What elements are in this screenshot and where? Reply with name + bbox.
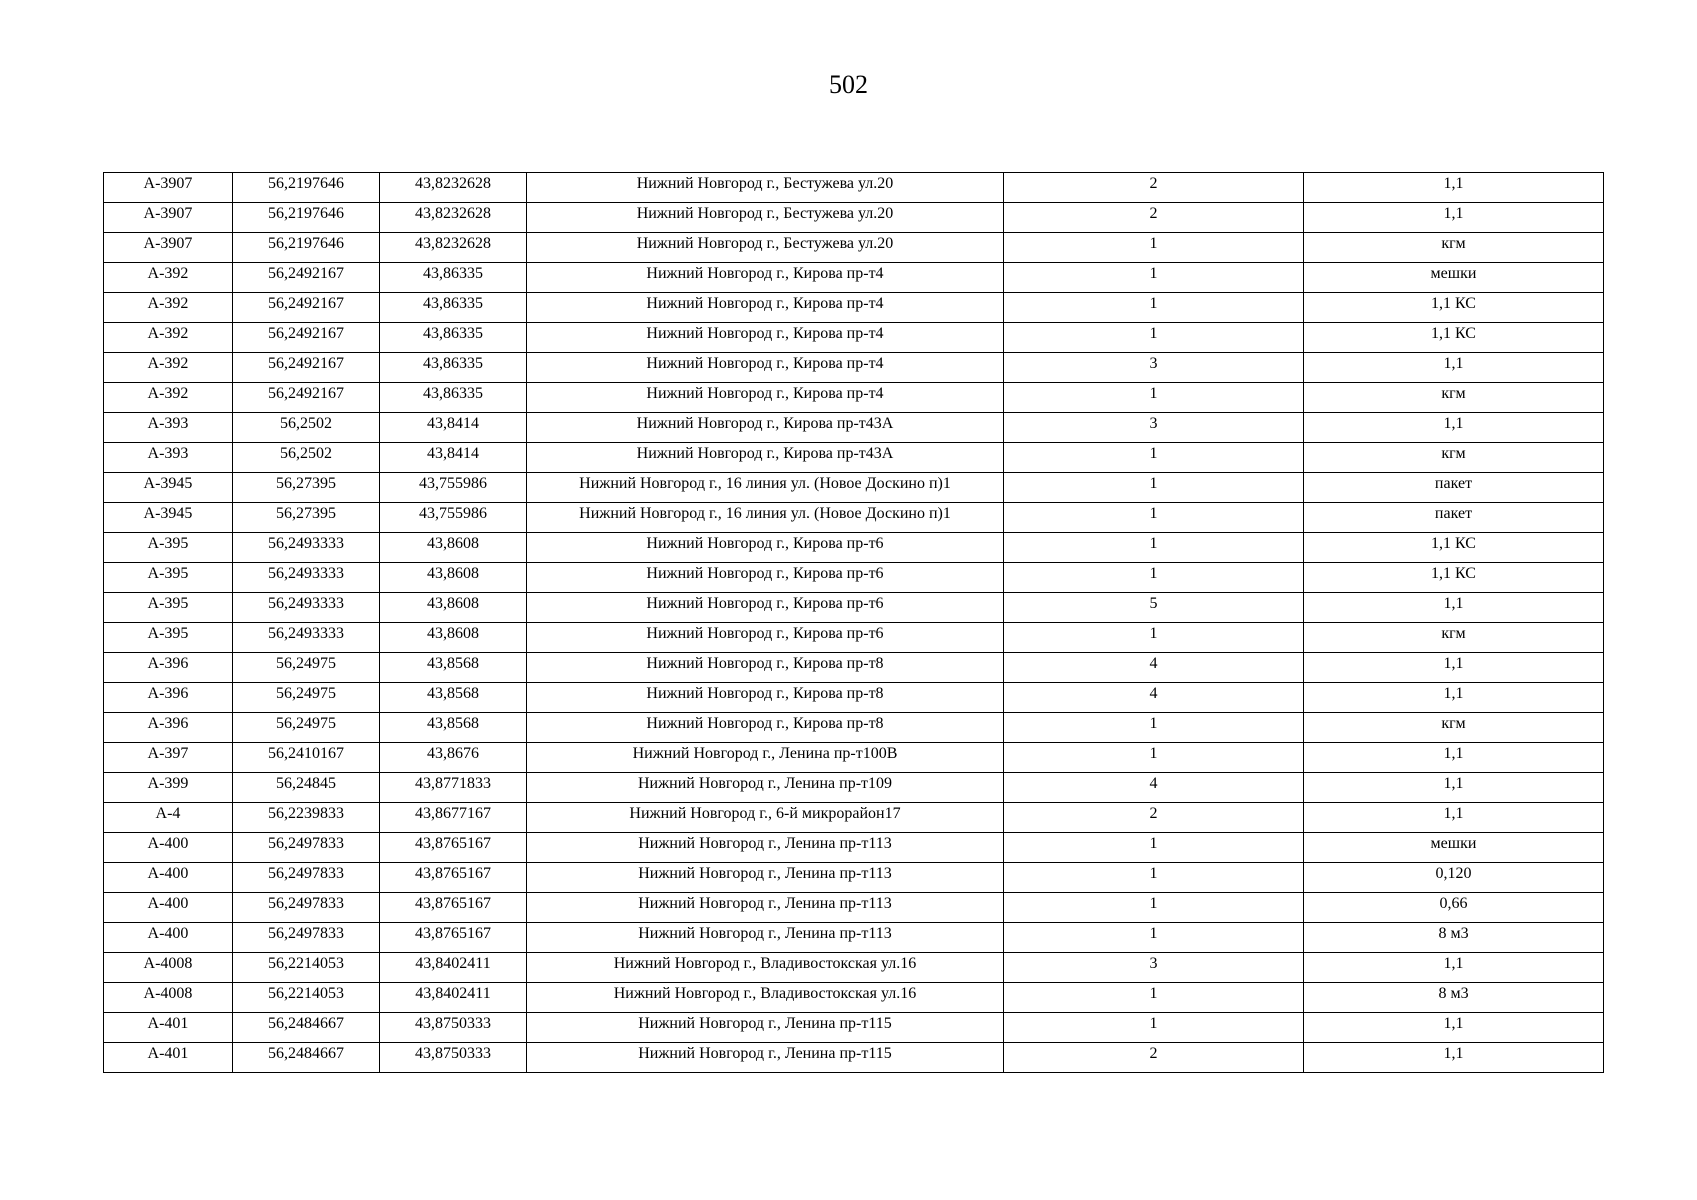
address-cell: Нижний Новгород г., Кирова пр-т6 bbox=[527, 593, 1004, 623]
table-row bbox=[104, 533, 1604, 563]
address-cell: Нижний Новгород г., Ленина пр-т113 bbox=[527, 893, 1004, 923]
longitude-cell: 43,8750333 bbox=[380, 1013, 527, 1043]
longitude-cell: 43,8771833 bbox=[380, 773, 527, 803]
table-row bbox=[104, 413, 1604, 443]
container-type-cell: 1,1 bbox=[1304, 683, 1604, 713]
latitude-cell: 56,27395 bbox=[233, 473, 380, 503]
quantity-cell: 1 bbox=[1004, 263, 1304, 293]
address-cell: Нижний Новгород г., Ленина пр-т100В bbox=[527, 743, 1004, 773]
latitude-cell: 56,2197646 bbox=[233, 203, 380, 233]
address-cell: Нижний Новгород г., Ленина пр-т113 bbox=[527, 833, 1004, 863]
quantity-cell: 1 bbox=[1004, 923, 1304, 953]
site-code-cell: А-400 bbox=[104, 923, 233, 953]
longitude-cell: 43,8750333 bbox=[380, 1043, 527, 1073]
table-row bbox=[104, 923, 1604, 953]
container-type-cell: 1,1 bbox=[1304, 1043, 1604, 1073]
container-type-cell: 8 м3 bbox=[1304, 923, 1604, 953]
address-cell: Нижний Новгород г., Кирова пр-т43А bbox=[527, 443, 1004, 473]
container-type-cell: 1,1 bbox=[1304, 653, 1604, 683]
address-cell: Нижний Новгород г., Кирова пр-т4 bbox=[527, 263, 1004, 293]
latitude-cell: 56,2493333 bbox=[233, 593, 380, 623]
longitude-cell: 43,8402411 bbox=[380, 983, 527, 1013]
table-row bbox=[104, 593, 1604, 623]
quantity-cell: 2 bbox=[1004, 803, 1304, 833]
latitude-cell: 56,2492167 bbox=[233, 293, 380, 323]
container-type-cell: мешки bbox=[1304, 263, 1604, 293]
container-type-cell: 0,120 bbox=[1304, 863, 1604, 893]
quantity-cell: 1 bbox=[1004, 863, 1304, 893]
table-row bbox=[104, 683, 1604, 713]
site-code-cell: А-395 bbox=[104, 563, 233, 593]
site-code-cell: А-393 bbox=[104, 443, 233, 473]
latitude-cell: 56,2502 bbox=[233, 413, 380, 443]
longitude-cell: 43,755986 bbox=[380, 473, 527, 503]
latitude-cell: 56,2484667 bbox=[233, 1043, 380, 1073]
longitude-cell: 43,8568 bbox=[380, 683, 527, 713]
site-code-cell: А-392 bbox=[104, 293, 233, 323]
longitude-cell: 43,8568 bbox=[380, 713, 527, 743]
latitude-cell: 56,24975 bbox=[233, 713, 380, 743]
address-cell: Нижний Новгород г., Ленина пр-т113 bbox=[527, 863, 1004, 893]
address-cell: Нижний Новгород г., Ленина пр-т109 bbox=[527, 773, 1004, 803]
address-cell: Нижний Новгород г., Кирова пр-т4 bbox=[527, 353, 1004, 383]
container-type-cell: 1,1 bbox=[1304, 773, 1604, 803]
latitude-cell: 56,2497833 bbox=[233, 833, 380, 863]
quantity-cell: 1 bbox=[1004, 323, 1304, 353]
longitude-cell: 43,8414 bbox=[380, 413, 527, 443]
quantity-cell: 1 bbox=[1004, 233, 1304, 263]
container-type-cell: 1,1 bbox=[1304, 353, 1604, 383]
data-table bbox=[103, 172, 1604, 1073]
latitude-cell: 56,2497833 bbox=[233, 893, 380, 923]
quantity-cell: 4 bbox=[1004, 653, 1304, 683]
longitude-cell: 43,8568 bbox=[380, 653, 527, 683]
table-row bbox=[104, 263, 1604, 293]
container-type-cell: кгм bbox=[1304, 233, 1604, 263]
quantity-cell: 1 bbox=[1004, 833, 1304, 863]
table-row bbox=[104, 443, 1604, 473]
container-type-cell: мешки bbox=[1304, 833, 1604, 863]
latitude-cell: 56,2214053 bbox=[233, 983, 380, 1013]
site-code-cell: А-396 bbox=[104, 653, 233, 683]
quantity-cell: 3 bbox=[1004, 353, 1304, 383]
latitude-cell: 56,2493333 bbox=[233, 563, 380, 593]
latitude-cell: 56,2497833 bbox=[233, 863, 380, 893]
site-code-cell: А-392 bbox=[104, 323, 233, 353]
container-type-cell: 8 м3 bbox=[1304, 983, 1604, 1013]
site-code-cell: А-392 bbox=[104, 383, 233, 413]
table-row bbox=[104, 1013, 1604, 1043]
table-row bbox=[104, 953, 1604, 983]
page-number: 502 bbox=[829, 70, 868, 99]
longitude-cell: 43,8608 bbox=[380, 533, 527, 563]
latitude-cell: 56,2484667 bbox=[233, 1013, 380, 1043]
quantity-cell: 1 bbox=[1004, 443, 1304, 473]
longitude-cell: 43,8414 bbox=[380, 443, 527, 473]
table-row bbox=[104, 623, 1604, 653]
latitude-cell: 56,2197646 bbox=[233, 173, 380, 203]
quantity-cell: 4 bbox=[1004, 773, 1304, 803]
longitude-cell: 43,8232628 bbox=[380, 203, 527, 233]
container-type-cell: 1,1 bbox=[1304, 203, 1604, 233]
address-cell: Нижний Новгород г., Кирова пр-т6 bbox=[527, 563, 1004, 593]
latitude-cell: 56,2410167 bbox=[233, 743, 380, 773]
quantity-cell: 3 bbox=[1004, 413, 1304, 443]
address-cell: Нижний Новгород г., Ленина пр-т113 bbox=[527, 923, 1004, 953]
table-row bbox=[104, 803, 1604, 833]
quantity-cell: 1 bbox=[1004, 743, 1304, 773]
table-row bbox=[104, 233, 1604, 263]
container-type-cell: 1,1 КС bbox=[1304, 533, 1604, 563]
longitude-cell: 43,86335 bbox=[380, 383, 527, 413]
latitude-cell: 56,27395 bbox=[233, 503, 380, 533]
latitude-cell: 56,2492167 bbox=[233, 323, 380, 353]
address-cell: Нижний Новгород г., Ленина пр-т115 bbox=[527, 1043, 1004, 1073]
quantity-cell: 2 bbox=[1004, 1043, 1304, 1073]
latitude-cell: 56,24975 bbox=[233, 683, 380, 713]
longitude-cell: 43,86335 bbox=[380, 353, 527, 383]
site-code-cell: А-4008 bbox=[104, 953, 233, 983]
table-row bbox=[104, 473, 1604, 503]
address-cell: Нижний Новгород г., Владивостокская ул.16 bbox=[527, 983, 1004, 1013]
latitude-cell: 56,2493333 bbox=[233, 533, 380, 563]
container-type-cell: кгм bbox=[1304, 623, 1604, 653]
latitude-cell: 56,2502 bbox=[233, 443, 380, 473]
address-cell: Нижний Новгород г., Ленина пр-т115 bbox=[527, 1013, 1004, 1043]
site-code-cell: А-400 bbox=[104, 863, 233, 893]
table-row bbox=[104, 383, 1604, 413]
address-cell: Нижний Новгород г., Бестужева ул.20 bbox=[527, 173, 1004, 203]
table-row bbox=[104, 713, 1604, 743]
site-code-cell: А-3945 bbox=[104, 473, 233, 503]
address-cell: Нижний Новгород г., Бестужева ул.20 bbox=[527, 233, 1004, 263]
table-row bbox=[104, 323, 1604, 353]
quantity-cell: 1 bbox=[1004, 1013, 1304, 1043]
longitude-cell: 43,8765167 bbox=[380, 833, 527, 863]
table-row bbox=[104, 743, 1604, 773]
site-code-cell: А-401 bbox=[104, 1013, 233, 1043]
site-code-cell: А-400 bbox=[104, 893, 233, 923]
site-code-cell: А-397 bbox=[104, 743, 233, 773]
site-code-cell: А-4 bbox=[104, 803, 233, 833]
address-cell: Нижний Новгород г., Кирова пр-т4 bbox=[527, 383, 1004, 413]
longitude-cell: 43,8765167 bbox=[380, 863, 527, 893]
address-cell: Нижний Новгород г., Кирова пр-т6 bbox=[527, 623, 1004, 653]
latitude-cell: 56,2214053 bbox=[233, 953, 380, 983]
latitude-cell: 56,2493333 bbox=[233, 623, 380, 653]
table-row bbox=[104, 563, 1604, 593]
quantity-cell: 2 bbox=[1004, 203, 1304, 233]
quantity-cell: 1 bbox=[1004, 383, 1304, 413]
quantity-cell: 3 bbox=[1004, 953, 1304, 983]
address-cell: Нижний Новгород г., Кирова пр-т43А bbox=[527, 413, 1004, 443]
table-row bbox=[104, 653, 1604, 683]
container-type-cell: 1,1 КС bbox=[1304, 323, 1604, 353]
address-cell: Нижний Новгород г., Кирова пр-т8 bbox=[527, 653, 1004, 683]
latitude-cell: 56,2239833 bbox=[233, 803, 380, 833]
longitude-cell: 43,8677167 bbox=[380, 803, 527, 833]
table-row bbox=[104, 893, 1604, 923]
site-code-cell: А-392 bbox=[104, 263, 233, 293]
quantity-cell: 4 bbox=[1004, 683, 1304, 713]
site-code-cell: А-393 bbox=[104, 413, 233, 443]
site-code-cell: А-3907 bbox=[104, 233, 233, 263]
container-type-cell: 1,1 bbox=[1304, 173, 1604, 203]
longitude-cell: 43,8676 bbox=[380, 743, 527, 773]
site-code-cell: А-4008 bbox=[104, 983, 233, 1013]
quantity-cell: 1 bbox=[1004, 473, 1304, 503]
site-code-cell: А-396 bbox=[104, 713, 233, 743]
longitude-cell: 43,8765167 bbox=[380, 893, 527, 923]
table-row bbox=[104, 503, 1604, 533]
quantity-cell: 1 bbox=[1004, 983, 1304, 1013]
longitude-cell: 43,8608 bbox=[380, 623, 527, 653]
address-cell: Нижний Новгород г., Кирова пр-т6 bbox=[527, 533, 1004, 563]
container-type-cell: пакет bbox=[1304, 473, 1604, 503]
quantity-cell: 1 bbox=[1004, 623, 1304, 653]
address-cell: Нижний Новгород г., Кирова пр-т4 bbox=[527, 293, 1004, 323]
site-code-cell: А-399 bbox=[104, 773, 233, 803]
site-code-cell: А-3907 bbox=[104, 203, 233, 233]
container-type-cell: кгм bbox=[1304, 383, 1604, 413]
table-row bbox=[104, 983, 1604, 1013]
latitude-cell: 56,2492167 bbox=[233, 383, 380, 413]
quantity-cell: 1 bbox=[1004, 533, 1304, 563]
quantity-cell: 1 bbox=[1004, 563, 1304, 593]
longitude-cell: 43,8608 bbox=[380, 593, 527, 623]
container-type-cell: 1,1 bbox=[1304, 953, 1604, 983]
container-type-cell: 1,1 bbox=[1304, 803, 1604, 833]
quantity-cell: 1 bbox=[1004, 293, 1304, 323]
address-cell: Нижний Новгород г., Владивостокская ул.16 bbox=[527, 953, 1004, 983]
table-body bbox=[104, 173, 1604, 1073]
site-code-cell: А-401 bbox=[104, 1043, 233, 1073]
latitude-cell: 56,24845 bbox=[233, 773, 380, 803]
container-type-cell: 1,1 bbox=[1304, 593, 1604, 623]
longitude-cell: 43,755986 bbox=[380, 503, 527, 533]
latitude-cell: 56,2497833 bbox=[233, 923, 380, 953]
site-code-cell: А-3907 bbox=[104, 173, 233, 203]
address-cell: Нижний Новгород г., 16 линия ул. (Новое Доскино п)1 bbox=[527, 503, 1004, 533]
longitude-cell: 43,8608 bbox=[380, 563, 527, 593]
site-code-cell: А-395 bbox=[104, 623, 233, 653]
container-type-cell: кгм bbox=[1304, 713, 1604, 743]
container-type-cell: 0,66 bbox=[1304, 893, 1604, 923]
table-row bbox=[104, 173, 1604, 203]
container-type-cell: 1,1 bbox=[1304, 1013, 1604, 1043]
table-row bbox=[104, 1043, 1604, 1073]
table-row bbox=[104, 293, 1604, 323]
quantity-cell: 1 bbox=[1004, 893, 1304, 923]
longitude-cell: 43,8402411 bbox=[380, 953, 527, 983]
address-cell: Нижний Новгород г., Кирова пр-т4 bbox=[527, 323, 1004, 353]
site-code-cell: А-392 bbox=[104, 353, 233, 383]
latitude-cell: 56,24975 bbox=[233, 653, 380, 683]
latitude-cell: 56,2197646 bbox=[233, 233, 380, 263]
longitude-cell: 43,86335 bbox=[380, 323, 527, 353]
table-row bbox=[104, 773, 1604, 803]
longitude-cell: 43,8232628 bbox=[380, 233, 527, 263]
container-type-cell: 1,1 КС bbox=[1304, 563, 1604, 593]
container-type-cell: 1,1 bbox=[1304, 743, 1604, 773]
container-type-cell: 1,1 bbox=[1304, 413, 1604, 443]
site-code-cell: А-400 bbox=[104, 833, 233, 863]
table-row bbox=[104, 863, 1604, 893]
table-row bbox=[104, 833, 1604, 863]
site-code-cell: А-3945 bbox=[104, 503, 233, 533]
quantity-cell: 2 bbox=[1004, 173, 1304, 203]
longitude-cell: 43,86335 bbox=[380, 293, 527, 323]
address-cell: Нижний Новгород г., 16 линия ул. (Новое Доскино п)1 bbox=[527, 473, 1004, 503]
site-code-cell: А-396 bbox=[104, 683, 233, 713]
container-type-cell: кгм bbox=[1304, 443, 1604, 473]
container-type-cell: пакет bbox=[1304, 503, 1604, 533]
longitude-cell: 43,86335 bbox=[380, 263, 527, 293]
site-code-cell: А-395 bbox=[104, 533, 233, 563]
address-cell: Нижний Новгород г., 6-й микрорайон17 bbox=[527, 803, 1004, 833]
latitude-cell: 56,2492167 bbox=[233, 353, 380, 383]
quantity-cell: 1 bbox=[1004, 713, 1304, 743]
site-code-cell: А-395 bbox=[104, 593, 233, 623]
address-cell: Нижний Новгород г., Бестужева ул.20 bbox=[527, 203, 1004, 233]
quantity-cell: 5 bbox=[1004, 593, 1304, 623]
table-row bbox=[104, 203, 1604, 233]
quantity-cell: 1 bbox=[1004, 503, 1304, 533]
table-row bbox=[104, 353, 1604, 383]
longitude-cell: 43,8765167 bbox=[380, 923, 527, 953]
address-cell: Нижний Новгород г., Кирова пр-т8 bbox=[527, 683, 1004, 713]
address-cell: Нижний Новгород г., Кирова пр-т8 bbox=[527, 713, 1004, 743]
longitude-cell: 43,8232628 bbox=[380, 173, 527, 203]
container-type-cell: 1,1 КС bbox=[1304, 293, 1604, 323]
latitude-cell: 56,2492167 bbox=[233, 263, 380, 293]
